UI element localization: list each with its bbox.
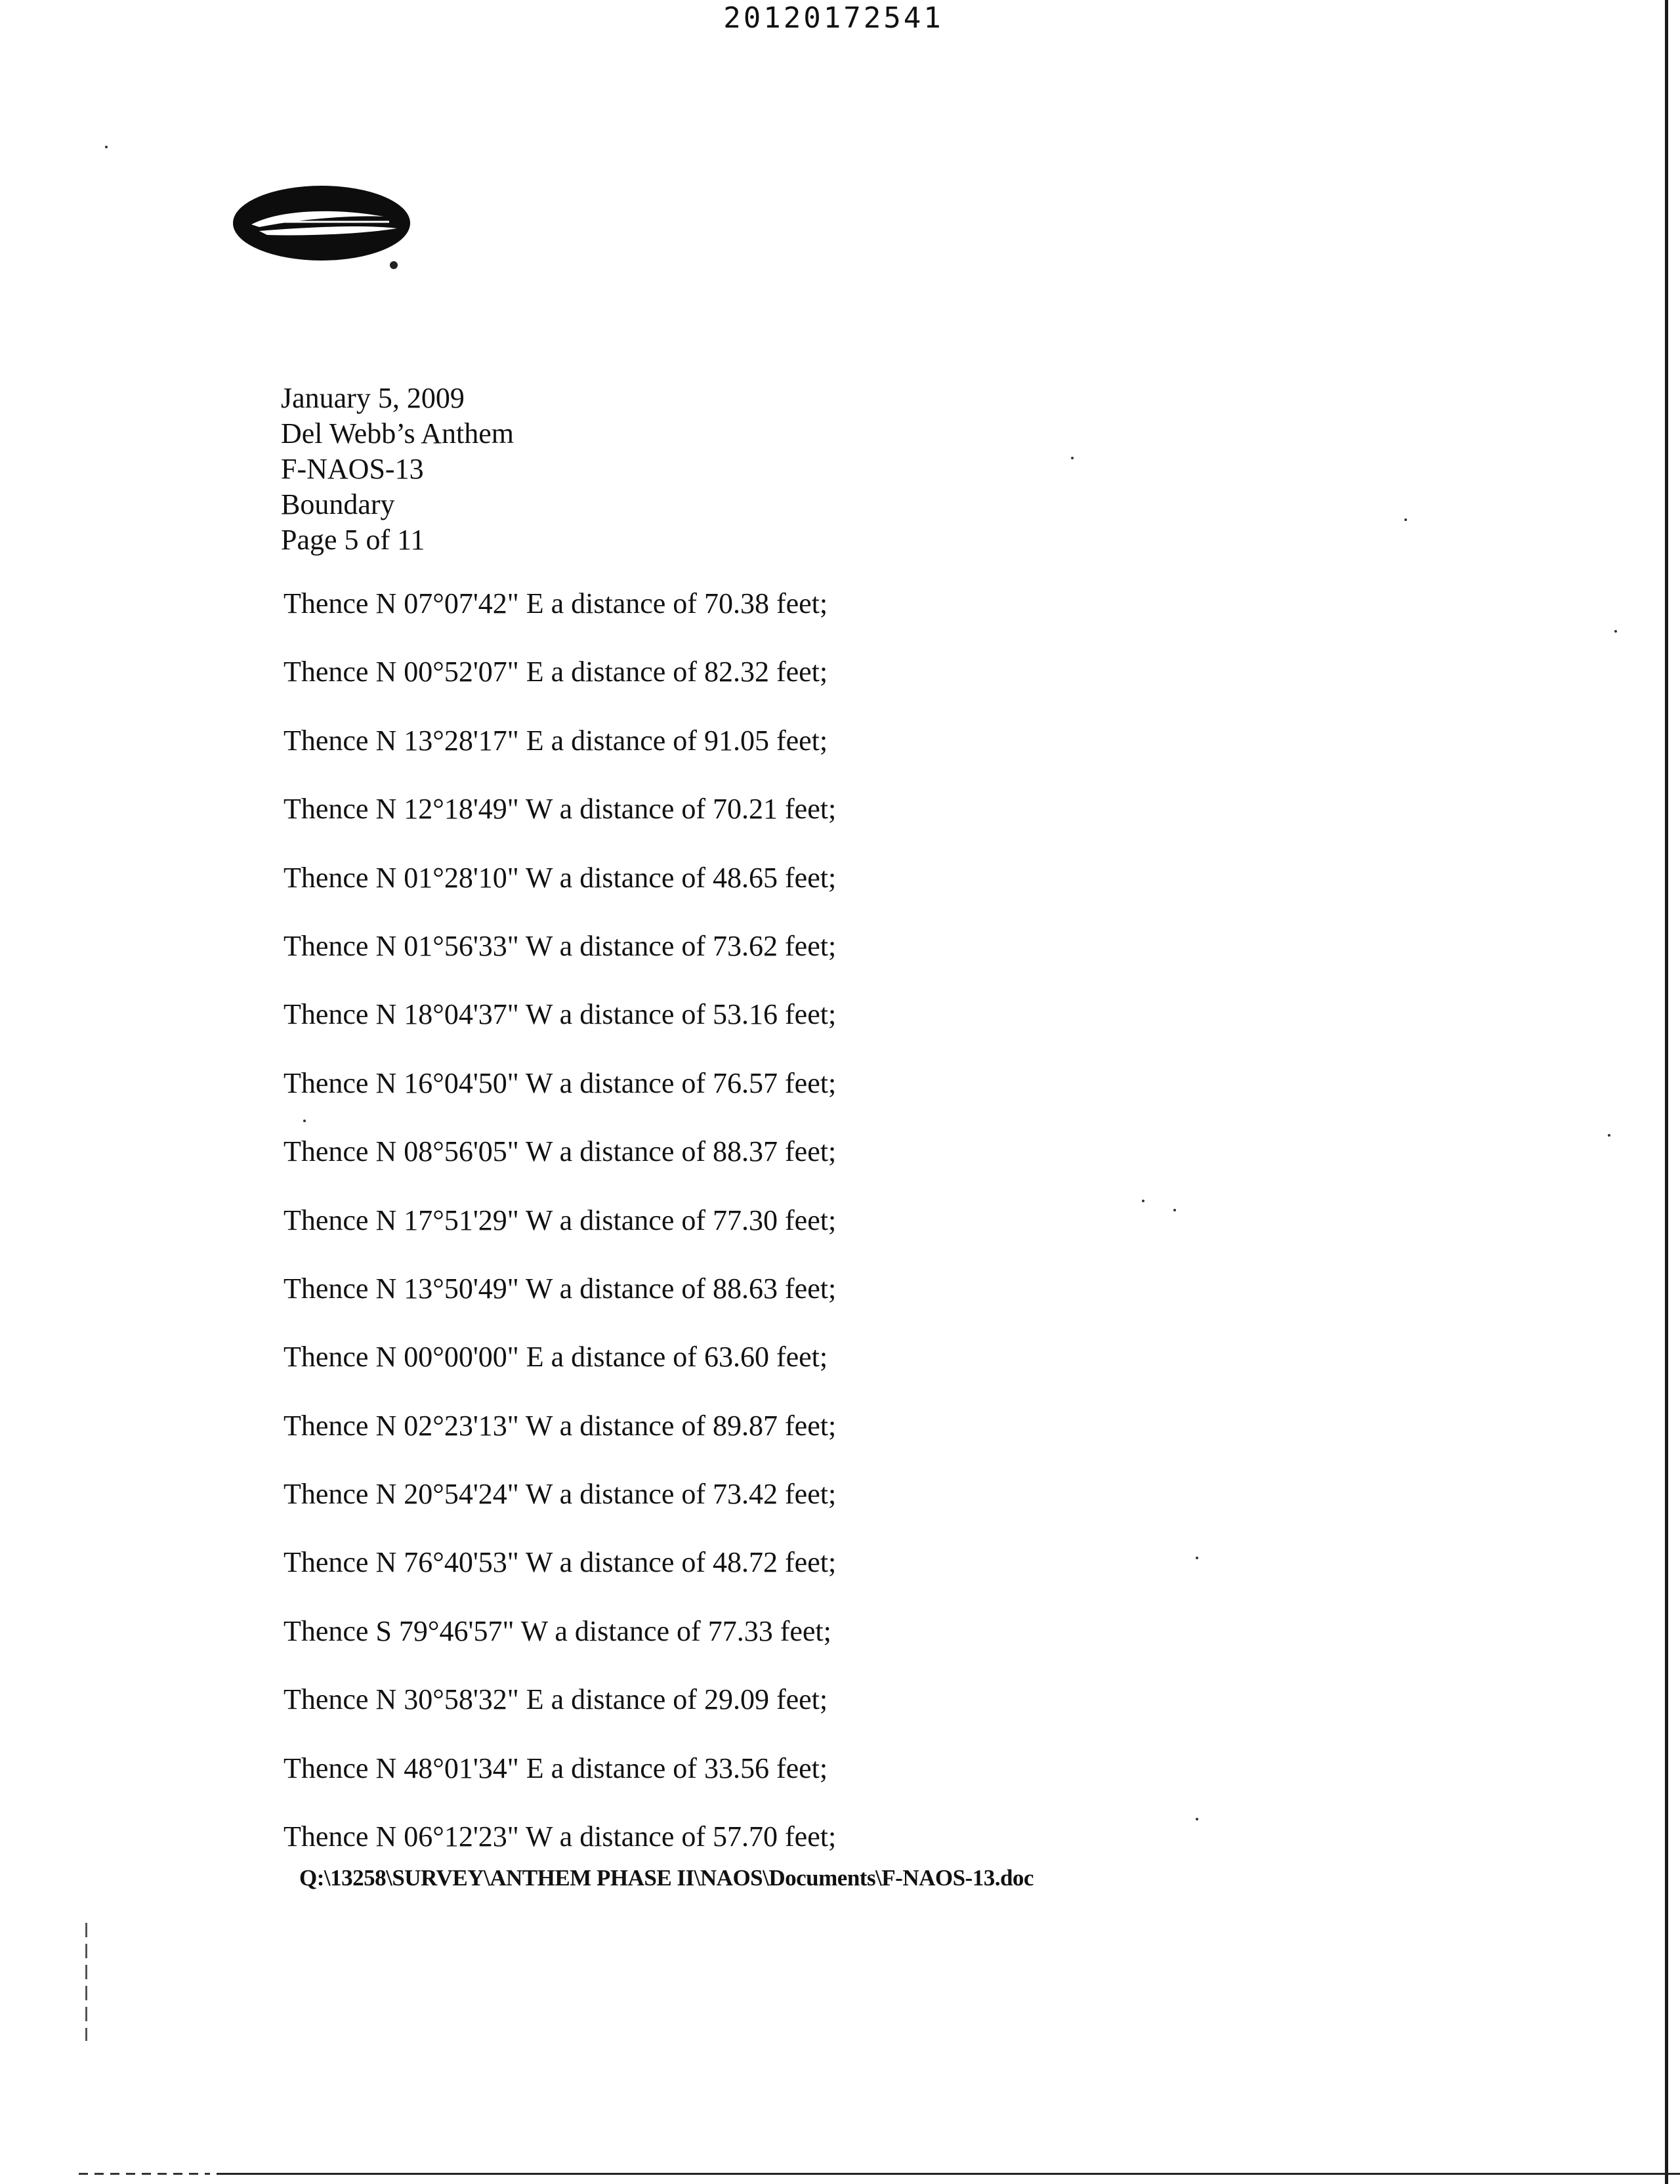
course-line: Thence N 17°51'29" W a distance of 77.30 feet;	[284, 1204, 837, 1236]
scan-edge-line	[1665, 0, 1668, 2184]
course-line: Thence N 07°07'42" E a distance of 70.38 feet;	[284, 587, 828, 620]
course-line: Thence N 01°56'33" W a distance of 73.62 feet;	[284, 929, 837, 962]
parcel-id: F-NAOS-13	[281, 453, 424, 485]
scan-bottom-dashes	[79, 2173, 210, 2175]
page-number: Page 5 of 11	[281, 524, 425, 556]
course-line: Thence N 16°04'50" W a distance of 76.57 feet;	[284, 1066, 837, 1099]
course-line: Thence N 48°01'34" E a distance of 33.56 feet;	[284, 1752, 828, 1784]
course-line: Thence N 12°18'49" W a distance of 70.21 feet;	[284, 793, 837, 826]
course-line: Thence N 02°23'13" W a distance of 89.87 feet;	[284, 1409, 837, 1442]
scan-speck	[1196, 1818, 1198, 1820]
course-line: Thence N 13°50'49" W a distance of 88.63 feet;	[284, 1272, 837, 1305]
scan-speck	[1173, 1209, 1176, 1211]
course-line: Thence N 01°28'10" W a distance of 48.65 feet;	[284, 861, 837, 894]
scan-speck	[303, 1120, 306, 1122]
scan-bottom-line	[217, 2173, 1680, 2175]
course-line: Thence N 00°00'00" E a distance of 63.60 feet;	[284, 1341, 828, 1374]
stanley-s-oval-logo-icon	[233, 184, 423, 276]
document-number: 20120172541	[723, 1, 944, 35]
file-path-footer: Q:\13258\SURVEY\ANTHEM PHASE II\NAOS\Documents\F-NAOS-13.doc	[299, 1865, 1034, 1891]
scan-speck	[1614, 630, 1617, 633]
course-list	[284, 584, 1202, 1885]
header-block	[281, 381, 514, 558]
course-line: Thence N 13°28'17" E a distance of 91.05 feet;	[284, 724, 828, 757]
scan-speck	[1608, 1134, 1610, 1137]
course-line: Thence S 79°46'57" W a distance of 77.33 feet;	[284, 1614, 831, 1647]
course-line: Thence N 76°40'53" W a distance of 48.72 feet;	[284, 1546, 837, 1579]
scan-speck	[1404, 518, 1407, 521]
course-line: Thence N 00°52'07" E a distance of 82.32 feet;	[284, 656, 828, 688]
description-type: Boundary	[281, 488, 395, 520]
course-line: Thence N 20°54'24" W a distance of 73.42 feet;	[284, 1478, 837, 1511]
course-line: Thence N 18°04'37" W a distance of 53.16 feet;	[284, 998, 837, 1031]
scan-speck	[1196, 1557, 1198, 1559]
course-line: Thence N 30°58'32" E a distance of 29.09 feet;	[284, 1683, 828, 1716]
course-line: Thence N 06°12'23" W a distance of 57.70 feet;	[284, 1820, 837, 1853]
scan-speck	[1142, 1200, 1144, 1202]
scan-speck	[1071, 457, 1074, 459]
document-date: January 5, 2009	[281, 382, 465, 414]
scan-left-mark	[85, 1923, 87, 2041]
scan-speck	[105, 146, 108, 148]
course-line: Thence N 08°56'05" W a distance of 88.37 feet;	[284, 1135, 837, 1168]
project-name: Del Webb’s Anthem	[281, 417, 514, 450]
